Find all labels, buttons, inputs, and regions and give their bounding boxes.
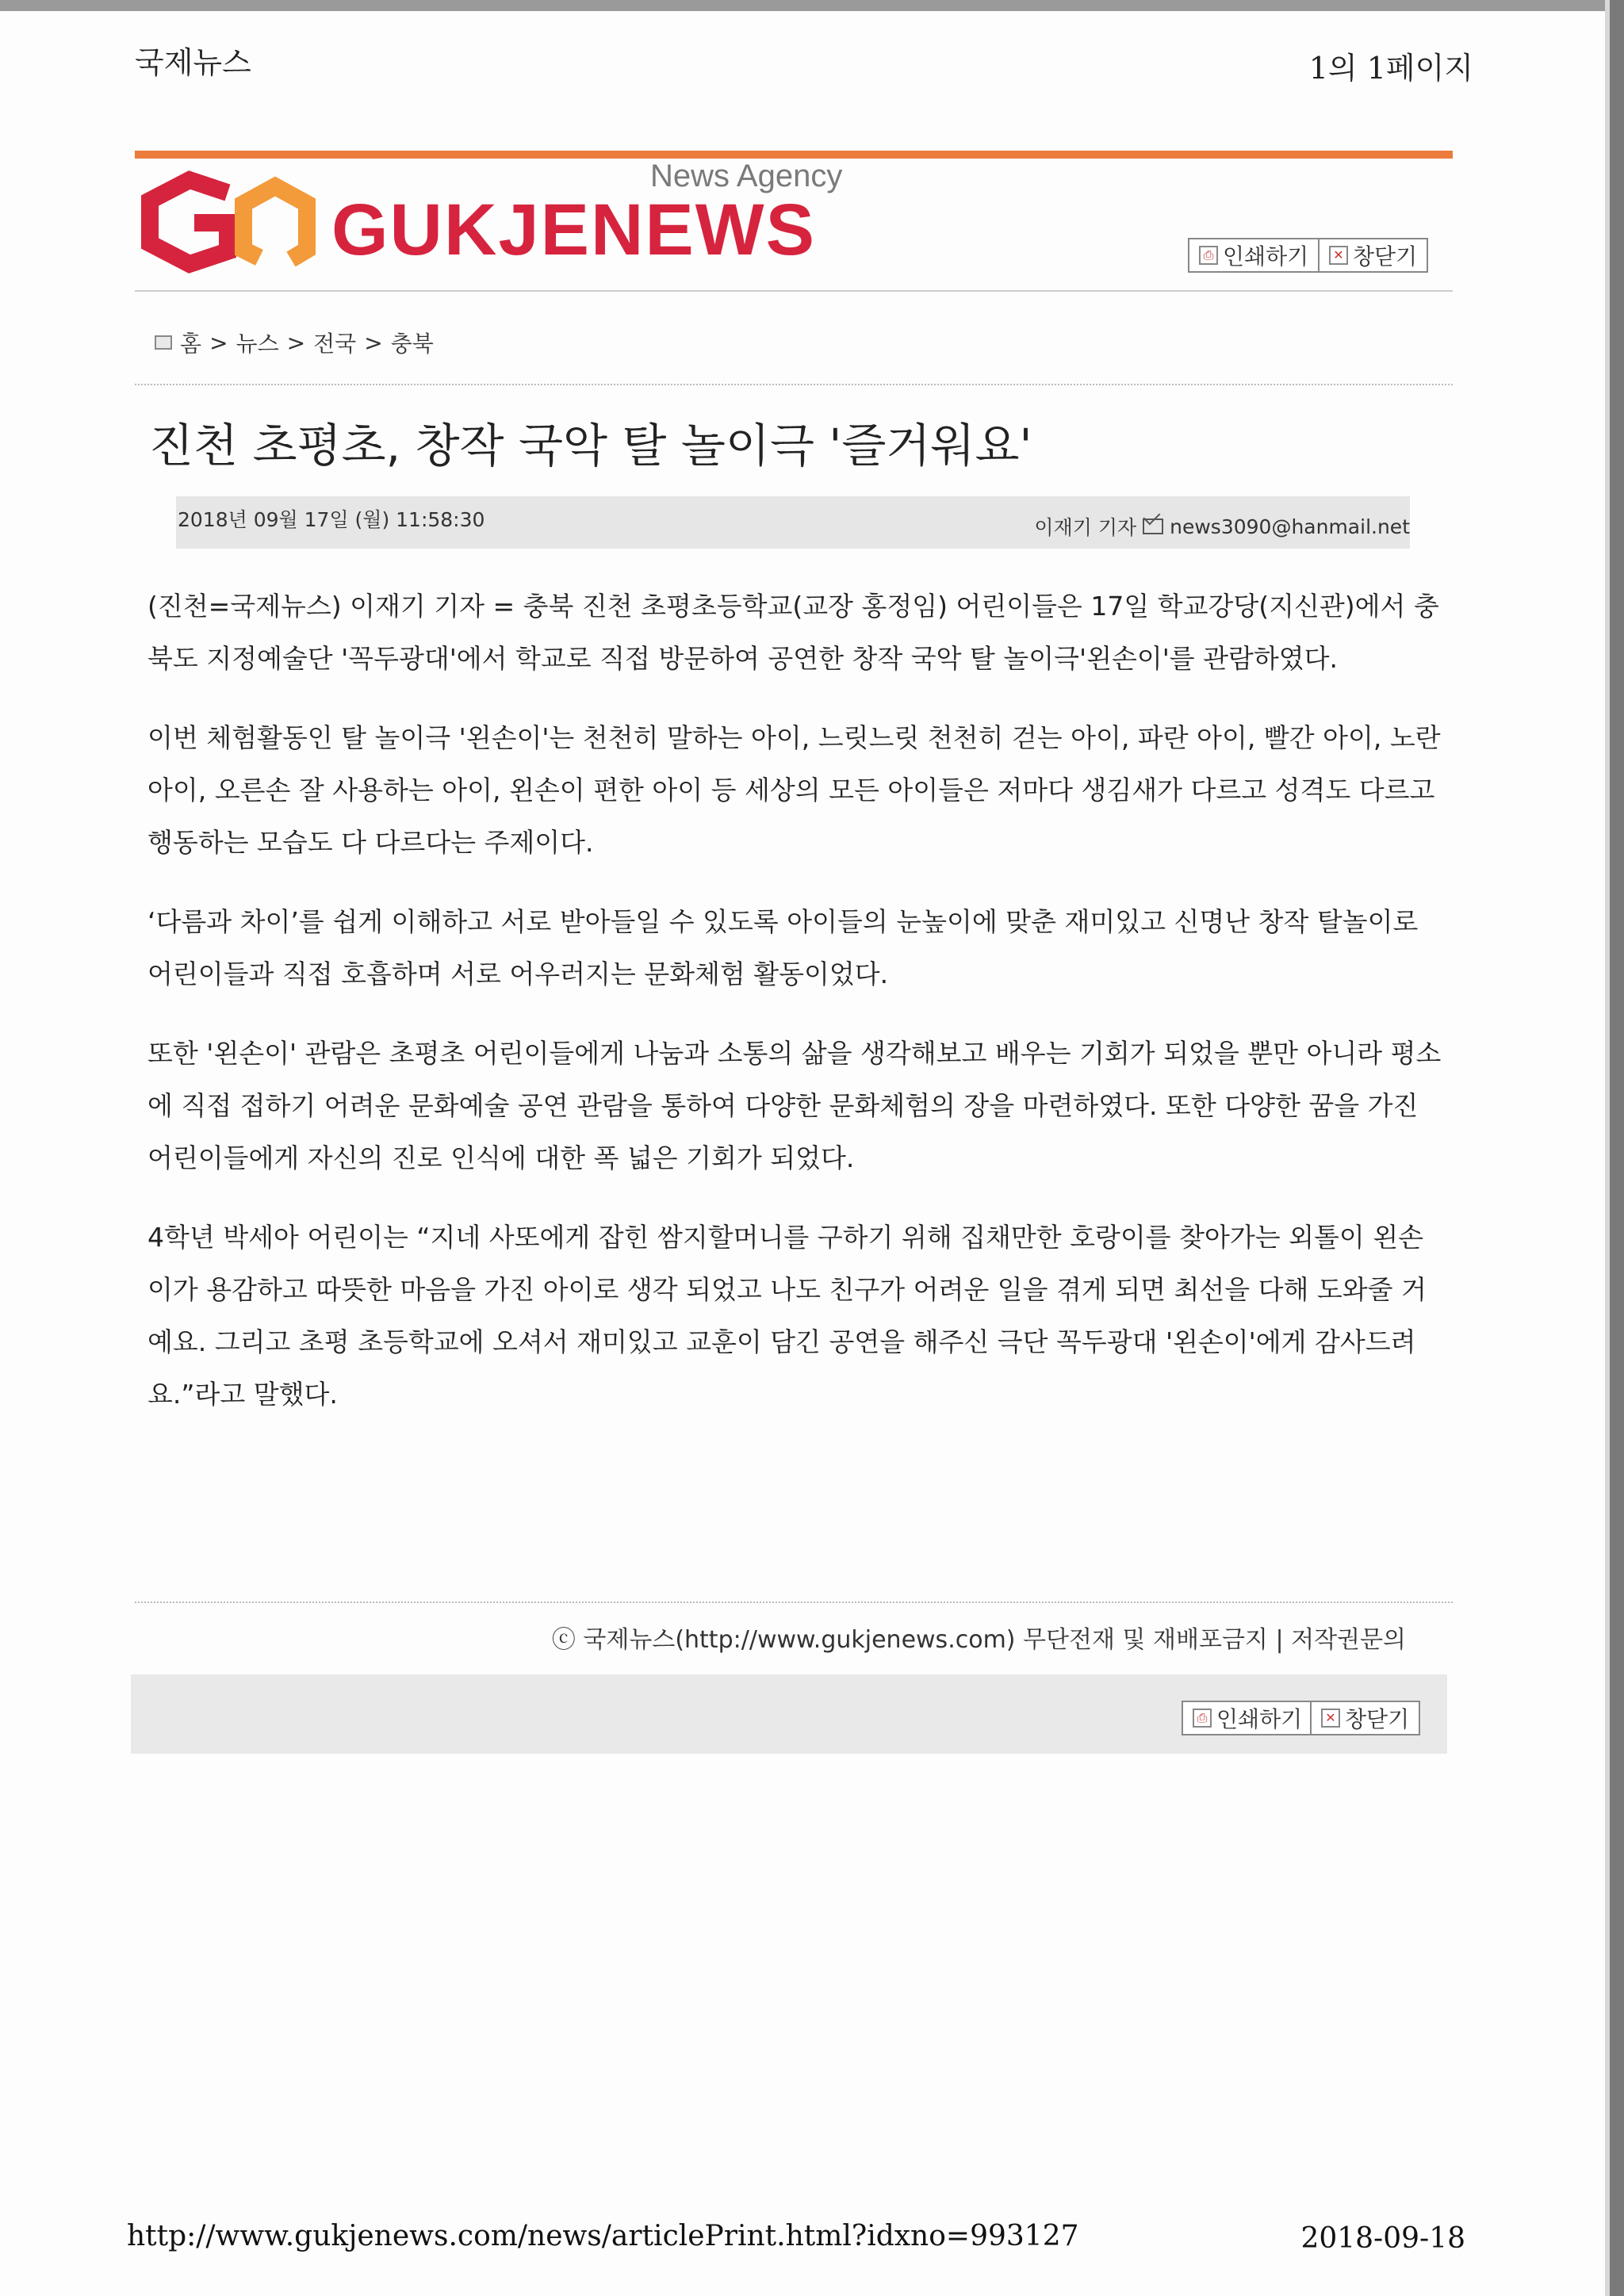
print-button-top[interactable]	[1188, 238, 1320, 273]
article-paragraph: 이번 체험활동인 탈 놀이극 '왼손이'는 천천히 말하는 아이, 느릿느릿 천천히 걷는 아이, 파란 아이, 빨간 아이, 노란 아이, 오른손 잘 사용하는 아이, 왼손이 편한 아이 등 세상의 모든 아이들은 저마다 생김새가 다르고 성격도 다르고 행동하는 모습도 다 다르다는 주제이다.	[147, 722, 1441, 858]
footer-url: http://www.gukjenews.com/news/articlePrint.html?idxno=993127	[127, 2220, 1079, 2252]
logo-subtitle: News Agency	[650, 159, 843, 193]
article-paragraph: ‘다름과 차이’를 쉽게 이해하고 서로 받아들일 수 있도록 아이들의 눈높이에 맞춘 재미있고 신명난 창작 탈놀이로 어린이들과 직접 호흡하며 서로 어우러지는 문화체험 활동이었다.	[147, 906, 1419, 989]
breadcrumb-divider	[135, 384, 1453, 385]
print-label: 인쇄하기	[1223, 243, 1309, 270]
footer-date: 2018-09-18	[1300, 2222, 1465, 2255]
author-name: 이재기 기자	[1034, 516, 1137, 539]
close-label: 창닫기	[1345, 1706, 1410, 1732]
close-label: 창닫기	[1353, 243, 1418, 270]
printer-icon: ⎙	[1199, 246, 1218, 265]
breadcrumb-separator: >	[209, 329, 228, 356]
scan-edge-right	[1610, 0, 1624, 2296]
breadcrumb-item-news[interactable]: 뉴스	[236, 331, 279, 357]
article-paragraph: 또한 '왼손이' 관람은 초평초 어린이들에게 나눔과 소통의 삶을 생각해보고 배우는 기회가 되었을 뿐만 아니라 평소에 직접 접하기 어려운 문화예술 공연 관람을 통하여 다양한 문화체험의 장을 마련하였다. 또한 다양한 꿈을 가진 어린이들에게 자신의 진로 인식에 대한 폭 넓은 기회가 되었다.	[147, 1038, 1442, 1173]
page-info: 1의 1페이지	[1308, 51, 1473, 86]
article-paragraph: (진천=국제뉴스) 이재기 기자 = 충북 진천 초평초등학교(교장 홍정임) 어린이들은 17일 학교강당(지신관)에서 충북도 지정예술단 '꼭두광대'에서 학교로 직접 방문하여 공연한 창작 국악 탈 놀이극'왼손이'를 관람하였다.	[147, 591, 1439, 674]
scan-edge-top	[0, 0, 1624, 11]
close-icon: ✕	[1321, 1709, 1340, 1728]
article-byline	[1034, 512, 1410, 541]
breadcrumb-separator: >	[286, 329, 306, 356]
logo-mark-icon	[139, 163, 329, 281]
mail-icon[interactable]	[1143, 519, 1163, 534]
copyright-divider	[135, 1601, 1453, 1603]
logo-wordmark: GUKJENEWS	[331, 189, 816, 270]
close-button-bottom[interactable]	[1310, 1701, 1420, 1735]
header-divider	[135, 290, 1453, 292]
breadcrumb	[155, 327, 434, 358]
author-email[interactable]: news3090@hanmail.net	[1170, 515, 1410, 538]
print-label: 인쇄하기	[1216, 1706, 1303, 1732]
article-date: 2018년 09월 17일 (월) 11:58:30	[178, 508, 485, 531]
close-icon: ✕	[1329, 246, 1348, 265]
site-name: 국제뉴스	[135, 45, 251, 80]
copyright-notice: ⓒ 국제뉴스(http://www.gukjenews.com) 무단전재 및 재배포금지 | 저작권문의	[551, 1626, 1406, 1654]
breadcrumb-item-chungbuk[interactable]: 충북	[390, 331, 434, 357]
breadcrumb-item-home[interactable]: 홈	[180, 331, 202, 357]
print-button-bottom[interactable]	[1182, 1701, 1313, 1735]
printer-icon: ⎙	[1193, 1709, 1212, 1728]
article-body	[147, 580, 1448, 1448]
close-button-top[interactable]	[1318, 238, 1428, 273]
breadcrumb-item-national[interactable]: 전국	[313, 331, 357, 357]
breadcrumb-icon	[155, 335, 172, 350]
article-title: 진천 초평초, 창작 국악 탈 놀이극 '즐거워요'	[149, 419, 1032, 473]
article-paragraph: 4학년 박세아 어린이는 “지네 사또에게 잡힌 쌈지할머니를 구하기 위해 집채만한 호랑이를 찾아가는 외톨이 왼손이가 용감하고 따뜻한 마음을 가진 아이로 생각 되었고 나도 친구가 어려운 일을 겪게 되면 최선을 다해 도와줄 거예요. 그리고 초평 초등학교에 오셔서 재미있고 교훈이 담긴 공연을 해주신 극단 꼭두광대 '왼손이'에게 감사드려요.”라고 말했다.	[147, 1222, 1427, 1410]
orange-header-bar	[135, 151, 1453, 159]
breadcrumb-separator: >	[364, 329, 383, 356]
